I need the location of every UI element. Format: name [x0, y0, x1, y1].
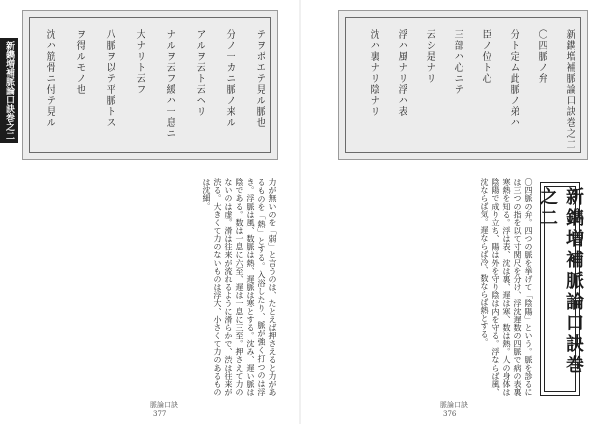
facsimile-column: 大ナリト云フ — [134, 29, 145, 95]
facsimile-column: テヲボエテ見ル脈也 — [254, 29, 265, 128]
facsimile-left — [22, 10, 278, 160]
footer-right-label: 脈論口訣 — [440, 401, 468, 409]
facsimile-column: 八脈ヲ以テ平脈トス — [104, 29, 115, 128]
thumb-title: 新鐫増補脈論口訣巻之二 — [0, 38, 18, 143]
facsimile-column: 云シ是ナリ — [424, 29, 435, 84]
page-number-right: 376 — [443, 410, 457, 418]
facsimile-column: ナルヲ云フ緩ハ一息ニ — [164, 29, 175, 139]
facsimile-column: 臣ノ位ト心 — [480, 29, 491, 84]
facsimile-column: ヲ得ルモノ也 — [74, 29, 85, 95]
facsimile-column: 三部ハ心ニテ — [452, 29, 463, 95]
body-text-left: 力が無いのを「弱」と言うのは、たとえば押さえると力があるものを「熱」とする。入浴したり、脈が強く打つのは浮き。浮脈は風、数脈は熱、遅脈は寒とする。沈み、遅い脈は陰である。数は一息に六至、遅は一息に三至。押さえて力のないのは虚。滑は往来が流れるように滑らかで、渋は往来が渋る。大きくて力のないものは浮大、小さくて力のあるものは沈細。 — [202, 178, 277, 396]
page-gutter — [299, 0, 301, 424]
chapter-title-box — [537, 182, 584, 396]
facsimile-column: 沈ハ裏ナリ陰ナリ — [368, 29, 379, 117]
thumb-index — [0, 0, 18, 424]
facsimile-column: 浮ハ風ナリ浮ハ表 — [396, 29, 407, 117]
footer-left-label: 脈論口訣 — [150, 401, 178, 409]
page-number-left: 377 — [153, 410, 167, 418]
facsimile-column: 新鐫増補脈論口訣巻之二 — [564, 29, 575, 150]
facsimile-column: 分ノ一カニ脈ノ来ル — [224, 29, 235, 128]
chapter-title: 新鐫増補脈論口訣巻之二 — [537, 187, 584, 376]
body-text-right: 〇四脈の弁。四つの脈を挙げて「陰陽」という。脈を診るには三つの指を以て寸関尺を分け、浮沈遅数の四脈で病の表裏寒熱を知る。浮は表、沈は裏、遅は寒、数は熱。人の身体は陰陽で成り立ち、陽は外を守り陰は内を守る。浮ならば風、沈ならば気。遅ならば冷、数ならば熱とする。 — [480, 178, 533, 396]
chapter-title-inner — [537, 186, 584, 392]
facsimile-column: アルヲ云ト云ヘリ — [194, 29, 205, 117]
facsimile-column: 分ト定ム此脈ノ弟ハ — [508, 29, 519, 128]
facsimile-column: 沈ハ筋骨ニ付テ見ル — [44, 29, 55, 128]
facsimile-right — [338, 10, 588, 160]
facsimile-column: 〇四脈ノ弁 — [536, 29, 547, 84]
